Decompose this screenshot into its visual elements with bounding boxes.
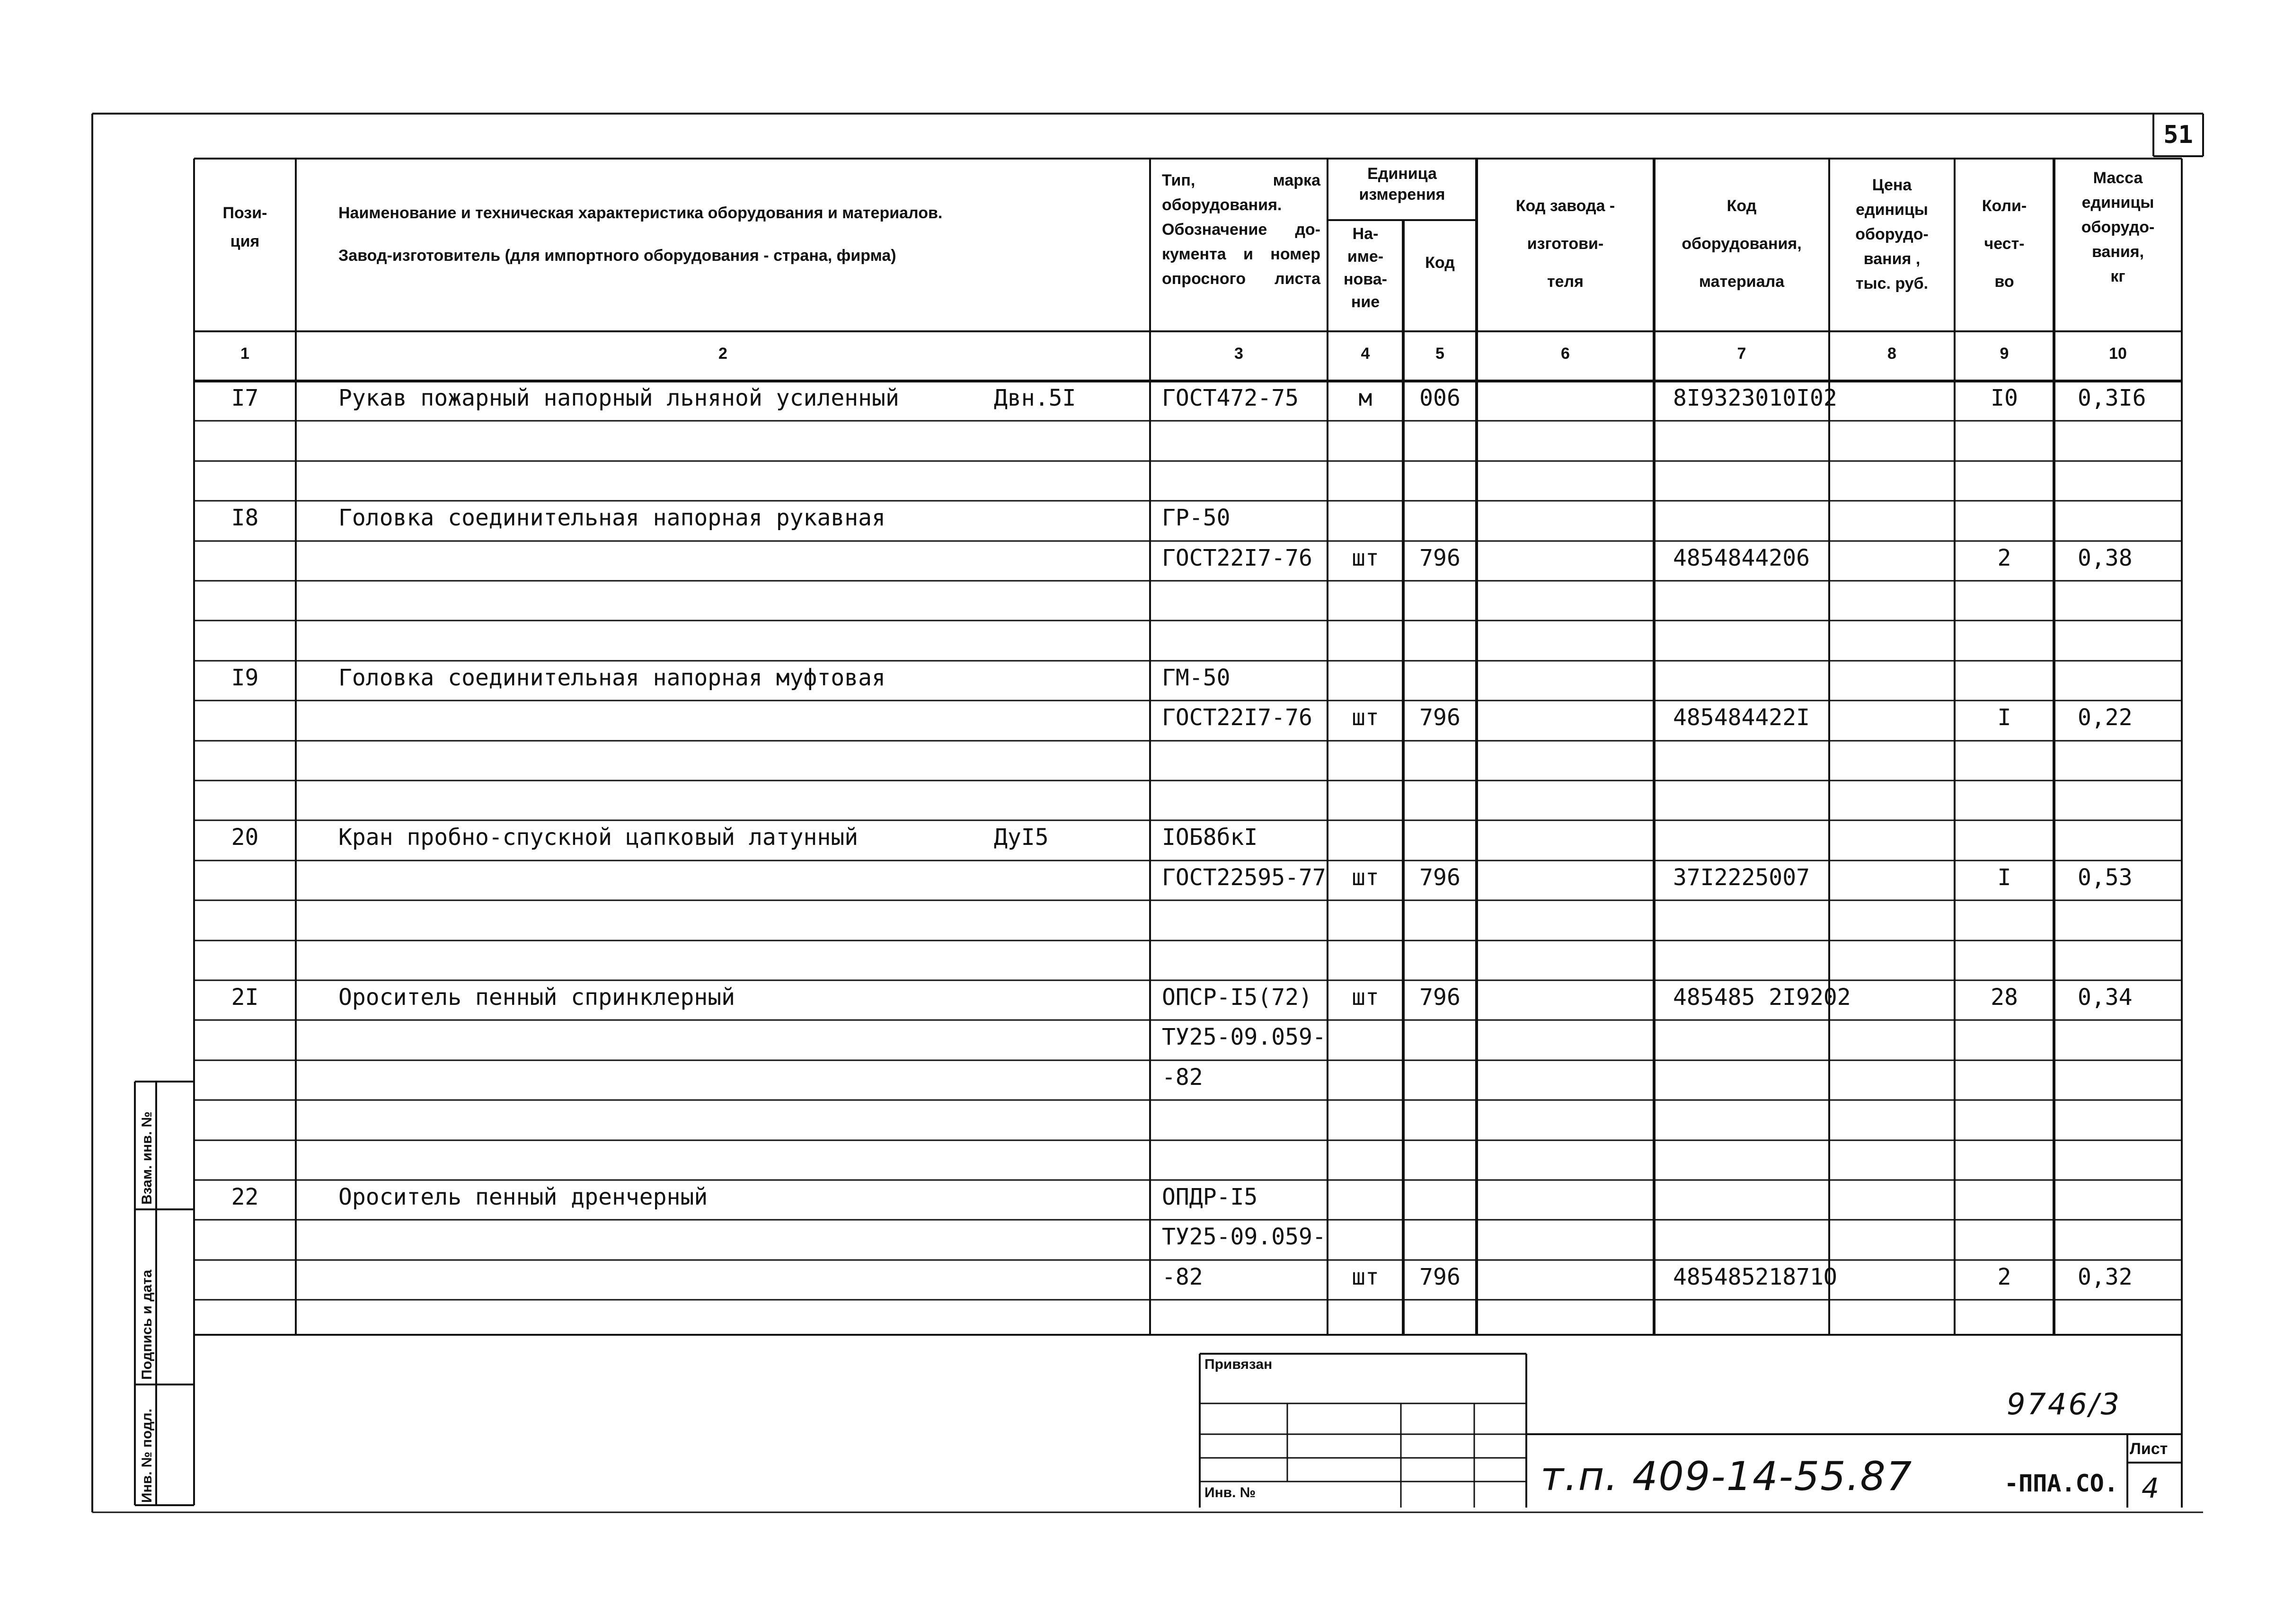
cell-code: 796 xyxy=(1419,864,1461,891)
cell-type: -82 xyxy=(1162,1064,1203,1091)
column-header-10-line: кг xyxy=(2110,267,2125,285)
column-header-8-line: тыс. руб. xyxy=(1855,275,1929,293)
column-header-7-line: оборудования, xyxy=(1682,235,1802,253)
cell-name: Головка соединительная напорная муфтовая xyxy=(338,664,885,691)
cell-pos: I9 xyxy=(231,664,259,691)
cell-name: Рукав пожарный напорный льняной усиленный xyxy=(338,385,899,411)
cell-code: 796 xyxy=(1419,704,1461,731)
cell-pos: 22 xyxy=(231,1184,259,1210)
cell-qty: I xyxy=(1997,704,2011,731)
cell-mass: 0,53 xyxy=(2078,864,2133,891)
cell-qty: I0 xyxy=(1991,385,2018,411)
column-header-10-line: Масса xyxy=(2093,169,2143,187)
cell-unit: шт xyxy=(1352,1263,1379,1290)
cell-equip-code: 485484422I xyxy=(1673,704,1810,731)
cell-type: ГОСТ22I7-76 xyxy=(1162,704,1312,731)
column-header-1-line: Пози- xyxy=(222,204,267,222)
column-header-7-line: материала xyxy=(1699,273,1785,291)
cell-mass: 0,34 xyxy=(2078,984,2133,1011)
cell-type: ОПСР-I5(72) xyxy=(1162,984,1312,1011)
column-header-4 xyxy=(1328,222,1403,313)
unit-group-header xyxy=(1328,163,1477,205)
column-header-2-line: Завод-изготовитель (для импортного оборудования - страна, фирма) xyxy=(338,247,896,265)
column-header-10-line: единицы xyxy=(2081,194,2154,212)
stamp-privyazan: Привязан xyxy=(1204,1357,1273,1372)
cell-type: IОБ8бкI xyxy=(1162,824,1258,851)
cell-name: Ороситель пенный дренчерный xyxy=(338,1184,708,1210)
cell-qty: I xyxy=(1997,864,2011,891)
column-header-9-line: Коли- xyxy=(1982,197,2027,215)
cell-pos: 20 xyxy=(231,824,259,851)
cell-pos: I8 xyxy=(231,505,259,532)
column-header-2 xyxy=(338,192,1150,277)
column-header-4-line: име- xyxy=(1347,248,1384,266)
unit-group-line-2: измерения xyxy=(1359,186,1445,204)
column-header-4-line: ние xyxy=(1351,293,1380,311)
column-header-10-line: вания, xyxy=(2091,243,2144,261)
cell-unit: шт xyxy=(1352,984,1379,1011)
cell-unit: шт xyxy=(1352,544,1379,571)
column-header-3-line: Обозначение до- xyxy=(1162,221,1320,239)
column-header-4-line: На- xyxy=(1352,225,1379,243)
column-header-1 xyxy=(194,199,296,256)
column-header-3-line: Тип, марка xyxy=(1162,171,1320,189)
column-header-8-line: единицы xyxy=(1856,201,1928,219)
cell-type: ГР-50 xyxy=(1162,505,1231,532)
column-header-8 xyxy=(1829,173,1955,296)
cell-qty: 2 xyxy=(1997,1263,2011,1290)
cell-pos: 2I xyxy=(231,984,259,1011)
cell-type: ТУ25-09.059- xyxy=(1162,1024,1326,1051)
column-header-7 xyxy=(1654,187,1829,301)
cell-unit: шт xyxy=(1352,864,1379,891)
column-header-4-line: нова- xyxy=(1344,270,1387,288)
column-header-9-line: во xyxy=(1994,273,2014,291)
column-header-7-line: Код xyxy=(1726,197,1757,215)
cell-type: -82 xyxy=(1162,1263,1203,1290)
column-number-5: 5 xyxy=(1435,345,1444,363)
column-number-1: 1 xyxy=(240,345,249,363)
side-stamp-podpis: Подпись и дата xyxy=(139,1269,155,1380)
cell-mass: 0,3I6 xyxy=(2078,385,2146,411)
unit-group-line-1: Единица xyxy=(1367,165,1437,183)
column-header-6-line: изготови- xyxy=(1527,235,1604,253)
cell-equip-code: 48548521871О xyxy=(1673,1263,1837,1290)
column-header-1-line: ция xyxy=(230,232,260,250)
cell-nominal-diameter: Двн.5I xyxy=(994,385,1076,411)
column-header-3-line: кумента и номер xyxy=(1162,245,1320,263)
cell-mass: 0,32 xyxy=(2078,1263,2133,1290)
column-header-8-line: вания , xyxy=(1863,250,1921,268)
cell-code: 796 xyxy=(1419,1263,1461,1290)
cell-type: ОПДР-I5 xyxy=(1162,1184,1258,1210)
stamp-suffix: -ППА.СО. xyxy=(2004,1470,2118,1497)
cell-equip-code: 485485 2I9202 xyxy=(1673,984,1851,1011)
cell-nominal-diameter: ДуI5 xyxy=(994,824,1049,851)
column-number-6: 6 xyxy=(1561,345,1570,363)
column-header-8-line: оборудо- xyxy=(1855,225,1929,243)
cell-type: ГОСТ22595-77 xyxy=(1162,864,1326,891)
cell-qty: 2 xyxy=(1997,544,2011,571)
cell-name: Кран пробно-спускной цапковый латунный xyxy=(338,824,859,851)
side-stamp-inv-podl: Инв. № подл. xyxy=(139,1408,155,1503)
stamp-order-number: 9746/3 xyxy=(2007,1387,2122,1421)
column-header-3 xyxy=(1162,168,1320,291)
column-number-10: 10 xyxy=(2109,345,2127,363)
column-header-6-line: теля xyxy=(1547,273,1584,291)
stamp-inv-no: Инв. № xyxy=(1204,1485,1256,1500)
cell-mass: 0,22 xyxy=(2078,704,2133,731)
cell-qty: 28 xyxy=(1991,984,2018,1011)
column-header-6-line: Код завода - xyxy=(1515,197,1615,215)
cell-equip-code: 37I2225007 xyxy=(1673,864,1810,891)
cell-code: 006 xyxy=(1419,385,1461,411)
column-header-5-line: Код xyxy=(1425,254,1455,272)
cell-pos: I7 xyxy=(231,385,259,411)
cell-type: ГМ-50 xyxy=(1162,664,1231,691)
column-header-3-line: опросного листа xyxy=(1162,270,1320,288)
cell-equip-code: 4854844206 xyxy=(1673,544,1810,571)
page-number: 51 xyxy=(2163,121,2193,149)
column-header-8-line: Цена xyxy=(1872,176,1912,194)
cell-equip-code: 8I9323010I02 xyxy=(1673,385,1837,411)
column-header-9-line: чест- xyxy=(1984,235,2025,253)
cell-unit: м xyxy=(1358,385,1372,411)
column-header-2-line: Наименование и техническая характеристика оборудования и материалов. xyxy=(338,204,943,222)
cell-type: ТУ25-09.059- xyxy=(1162,1224,1326,1251)
cell-code: 796 xyxy=(1419,544,1461,571)
stamp-doc-code: т.п. 409-14-55.87 xyxy=(1540,1453,1913,1500)
stamp-sheet-number: 4 xyxy=(2142,1472,2161,1504)
column-number-2: 2 xyxy=(718,345,727,363)
side-stamp-vzam: Взам. инв. № xyxy=(139,1111,155,1205)
cell-type: ГОСТ472-75 xyxy=(1162,385,1299,411)
column-header-10 xyxy=(2054,166,2182,289)
cell-name: Ороситель пенный спринклерный xyxy=(338,984,735,1011)
column-header-10-line: оборудо- xyxy=(2081,218,2155,236)
cell-code: 796 xyxy=(1419,984,1461,1011)
column-number-3: 3 xyxy=(1234,345,1243,363)
column-number-8: 8 xyxy=(1887,345,1896,363)
cell-name: Головка соединительная напорная рукавная xyxy=(338,505,885,532)
column-header-5 xyxy=(1403,251,1477,275)
column-number-7: 7 xyxy=(1737,345,1746,363)
cell-type: ГОСТ22I7-76 xyxy=(1162,544,1312,571)
column-header-9 xyxy=(1955,187,2054,301)
column-number-4: 4 xyxy=(1361,345,1370,363)
column-header-3-line: оборудования. xyxy=(1162,196,1282,214)
column-header-6 xyxy=(1477,187,1654,301)
cell-unit: шт xyxy=(1352,704,1379,731)
stamp-sheet-label: Лист xyxy=(2130,1440,2168,1458)
column-number-9: 9 xyxy=(2000,345,2009,363)
cell-mass: 0,38 xyxy=(2078,544,2133,571)
